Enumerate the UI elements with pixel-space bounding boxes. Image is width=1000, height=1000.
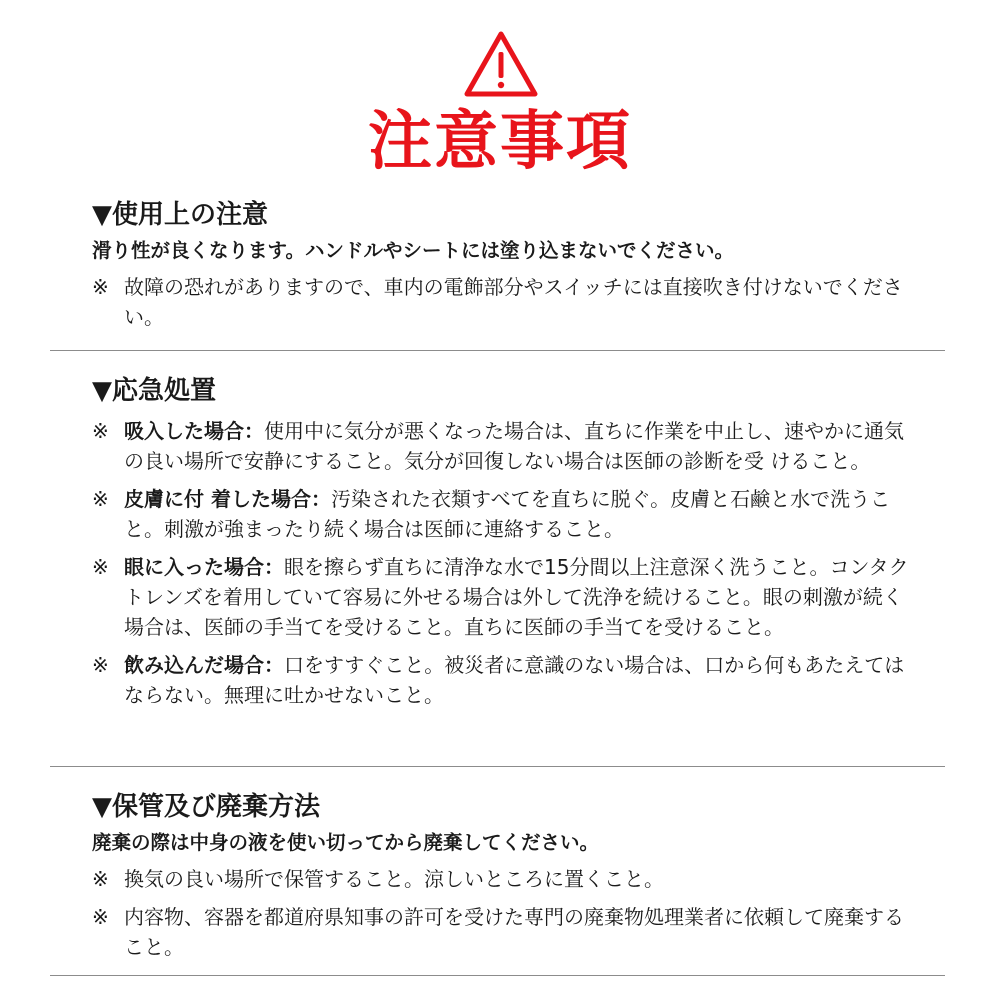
note-label: 皮膚に付 着した場合： — [124, 487, 331, 511]
section-lead: 滑り性が良くなります。ハンドルやシートには塗り込まないでください。 — [92, 239, 734, 262]
note-mark: ※ — [92, 867, 109, 891]
note-item-inhalation — [92, 416, 922, 476]
note-item — [92, 864, 922, 894]
section-divider — [50, 350, 945, 351]
note-label: 飲み込んだ場合： — [124, 653, 284, 677]
note-text: 内容物、容器を都道府県知事の許可を受けた専門の廃棄物処理業者に依頼して廃棄すること。 — [124, 905, 904, 959]
warning-triangle-icon — [463, 30, 539, 98]
note-mark: ※ — [92, 419, 109, 443]
note-item-eyes — [92, 552, 922, 642]
section-heading: ▼応急処置 — [92, 376, 216, 406]
note-mark: ※ — [92, 487, 109, 511]
note-text: 故障の恐れがありますので、車内の電飾部分やスイッチには直接吹き付けないでください。 — [124, 275, 903, 329]
note-label: 眼に入った場合： — [124, 555, 284, 579]
section-lead: 廃棄の際は中身の液を使い切ってから廃棄してください。 — [92, 831, 600, 854]
note-item — [92, 902, 922, 962]
note-text: 眼を擦らず直ちに清浄な水で15分間以上注意深く洗うこと。コンタクトレンズを着用していて容易に外せる場合は外して洗浄を続けること。眼の刺激が続く場合は、医師の手当てを受けること。直ちに医師の手当てを受けること。 — [124, 555, 909, 639]
note-text: 使用中に気分が悪くなった場合は、直ちに作業を中止し、速やかに通気の良い場所で安静にすること。気分が回復しない場合は医師の診断を受 けること。 — [124, 419, 904, 473]
note-item-skin — [92, 484, 922, 544]
section-usage-precautions — [92, 196, 922, 340]
section-first-aid — [92, 372, 922, 718]
note-item-ingestion — [92, 650, 922, 710]
page-title: 注意事項 — [368, 105, 632, 179]
section-divider — [50, 975, 945, 976]
section-heading: ▼使用上の注意 — [92, 200, 268, 230]
section-heading: ▼保管及び廃棄方法 — [92, 792, 320, 822]
section-storage-disposal — [92, 788, 922, 970]
note-mark: ※ — [92, 905, 109, 929]
note-text: 換気の良い場所で保管すること。涼しいところに置くこと。 — [124, 867, 664, 891]
note-label: 吸入した場合： — [124, 419, 264, 443]
section-divider — [50, 766, 945, 767]
note-text: 汚染された衣類すべてを直ちに脱ぐ。皮膚と石鹸と水で洗うこと。刺激が強まったり続く場合は医師に連絡すること。 — [124, 487, 891, 541]
note-mark: ※ — [92, 653, 109, 677]
note-text: 口をすすぐこと。被災者に意識のない場合は、口から何もあたえてはならない。無理に吐かせないこと。 — [124, 653, 905, 707]
note-item — [92, 272, 922, 332]
note-mark: ※ — [92, 555, 109, 579]
note-mark: ※ — [92, 275, 109, 299]
